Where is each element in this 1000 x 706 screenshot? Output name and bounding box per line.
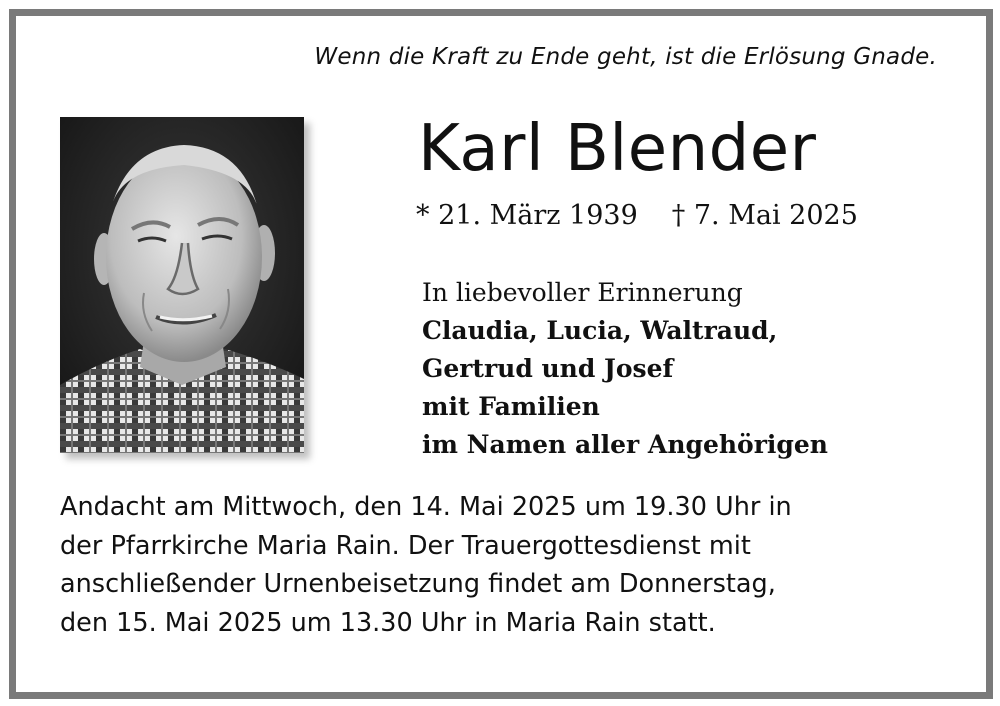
- service-line: Andacht am Mittwoch, den 14. Mai 2025 um 19.30 Uhr in: [60, 492, 792, 522]
- mourners-line: mit Familien: [422, 392, 600, 421]
- mourners-line: Claudia, Lucia, Waltraud,: [422, 316, 778, 345]
- deceased-name: Karl Blender: [418, 112, 817, 186]
- mourners-line: Gertrud und Josef: [422, 354, 674, 383]
- memory-intro: In liebevoller Erinnerung: [422, 278, 743, 307]
- mourners-line: im Namen aller Angehörigen: [422, 430, 828, 459]
- service-line: anschließender Urnenbeisetzung findet am Donnerstag,: [60, 569, 776, 599]
- portrait-photo: [60, 117, 304, 453]
- mourners-block: [422, 274, 828, 464]
- portrait-illustration: [60, 117, 304, 453]
- service-line: der Pfarrkirche Maria Rain. Der Trauergottesdienst mit: [60, 530, 751, 561]
- life-dates: [416, 200, 858, 231]
- service-line: den 15. Mai 2025 um 13.30 Uhr in Maria Rain statt.: [60, 607, 716, 638]
- motto-quote: Wenn die Kraft zu Ende geht, ist die Erlösung Gnade.: [314, 44, 937, 70]
- death-date: † 7. Mai 2025: [671, 200, 858, 231]
- service-announcement: [60, 488, 940, 642]
- birth-date: * 21. März 1939: [416, 200, 638, 231]
